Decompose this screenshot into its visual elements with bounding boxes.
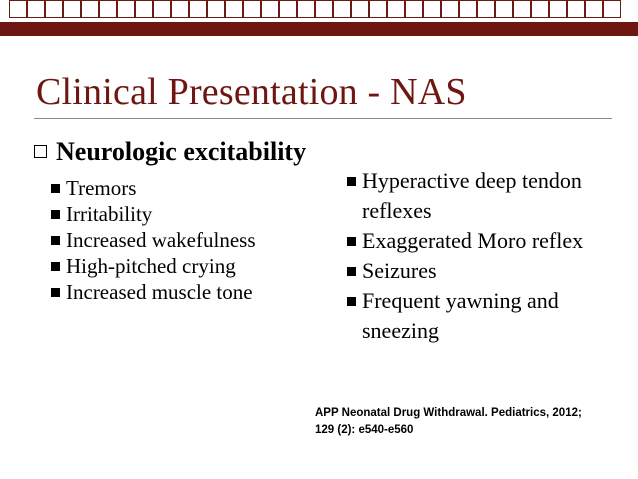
square-shape-icon [153,0,171,18]
square-shape-icon [279,0,297,18]
square-shape-icon [477,0,495,18]
header-bar [0,22,638,36]
square-shape-icon [243,0,261,18]
square-shape-icon [405,0,423,18]
right-bullet-list [347,166,597,346]
square-shape-icon [45,0,63,18]
square-shape-icon [171,0,189,18]
square-shape-icon [63,0,81,18]
list-item: Increased muscle tone [51,279,256,305]
slide-title: Clinical Presentation - NAS [36,71,467,113]
square-shape-icon [297,0,315,18]
square-shape-icon [225,0,243,18]
square-bullet-icon [51,236,60,245]
list-item: Increased wakefulness [51,227,256,253]
square-shape-icon [423,0,441,18]
square-shape-icon [9,0,27,18]
square-shape-icon [351,0,369,18]
square-shape-icon [441,0,459,18]
square-shape-icon [81,0,99,18]
square-bullet-icon [51,184,60,193]
left-bullet-list [51,175,256,305]
square-bullet-icon [347,267,356,276]
square-bullet-icon [347,237,356,246]
square-shape-icon [495,0,513,18]
square-shape-icon [117,0,135,18]
square-shape-icon [135,0,153,18]
square-bullet-icon [51,262,60,271]
header-band [0,0,638,22]
square-shape-icon [459,0,477,18]
citation-line-2: 129 (2): e540-e560 [315,424,414,436]
list-item: Hyperactive deep tendon reflexes [347,166,597,226]
list-item: High-pitched crying [51,253,256,279]
square-shape-icon [369,0,387,18]
square-shape-icon [567,0,585,18]
list-item: Frequent yawning and sneezing [347,286,597,346]
section-heading-text: Neurologic excitability [56,137,307,166]
square-shape-icon [531,0,549,18]
list-item: Seizures [347,256,597,286]
title-divider [34,118,612,119]
square-bullet-icon [347,297,356,306]
square-shape-icon [189,0,207,18]
square-shape-icon [585,0,603,18]
square-bullet-icon [51,288,60,297]
square-shape-icon [603,0,621,18]
square-shape-icon [315,0,333,18]
section-heading [34,137,306,167]
square-shape-icon [27,0,45,18]
square-shape-icon [207,0,225,18]
square-shape-icon [549,0,567,18]
square-bullet-icon [347,177,356,186]
list-item: Irritability [51,201,256,227]
square-shape-icon [513,0,531,18]
citation [315,405,630,439]
square-bullet-icon [51,210,60,219]
square-shape-icon [333,0,351,18]
decorative-squares [9,0,621,22]
square-shape-icon [99,0,117,18]
citation-line-1: APP Neonatal Drug Withdrawal. Pediatrics, 2012; [315,407,582,419]
list-item: Tremors [51,175,256,201]
hollow-square-bullet-icon [34,145,47,158]
square-shape-icon [387,0,405,18]
list-item: Exaggerated Moro reflex [347,226,597,256]
square-shape-icon [261,0,279,18]
